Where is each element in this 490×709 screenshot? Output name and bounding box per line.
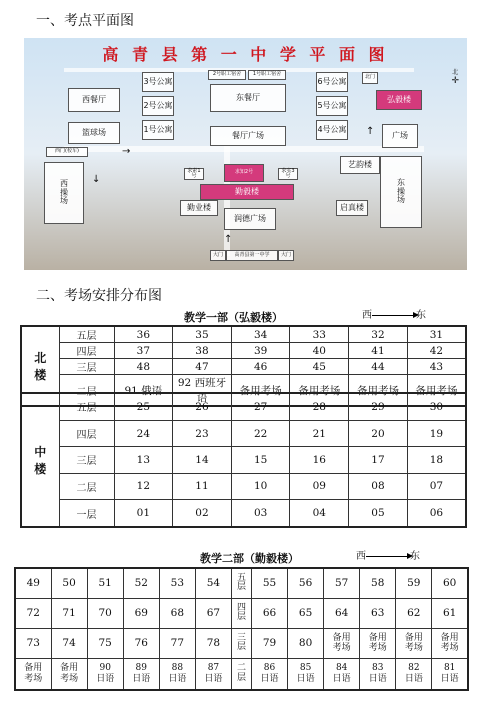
room-cell: 90 日语: [87, 658, 123, 690]
room-cell: 31: [407, 326, 466, 343]
room-cell: 49: [15, 568, 51, 598]
room-cell: 30: [407, 393, 466, 420]
room-cell: 81 日语: [432, 658, 468, 690]
west-field: 西 操 场: [44, 162, 84, 224]
room-cell: 11: [173, 473, 232, 499]
floor-label: 二层: [59, 375, 114, 407]
room-cell: 06: [407, 500, 466, 527]
room-cell: 19: [407, 420, 466, 446]
room-cell: 37: [114, 343, 173, 359]
room-cell: 26: [173, 393, 232, 420]
floor-label: 四层: [59, 420, 114, 446]
room-cell: 82 日语: [396, 658, 432, 690]
room-cell: 75: [87, 628, 123, 658]
qizhen-building: 启真楼: [336, 200, 368, 216]
room-cell: 备用 考场: [51, 658, 87, 690]
main-gate-left: 大门: [210, 250, 226, 261]
west-canteen: 西餐厅: [68, 88, 120, 112]
floor-label: 二 层: [231, 658, 251, 690]
room-cell: 59: [396, 568, 432, 598]
section2-title: 二、考场安排分布图: [36, 288, 162, 304]
staff-dorm-1: 1号职工宿舍: [248, 70, 286, 80]
room-cell: 备用考场: [349, 375, 408, 407]
room-cell: 12: [114, 473, 173, 499]
room-cell: 38: [173, 343, 232, 359]
room-cell: 78: [195, 628, 231, 658]
room-cell: 07: [407, 473, 466, 499]
room-cell: 68: [159, 598, 195, 628]
room-cell: 34: [231, 326, 290, 343]
room-cell: 60: [432, 568, 468, 598]
dorm-5: 5号公寓: [316, 96, 348, 116]
middle-building-label: 中 楼: [21, 393, 59, 527]
floor-label: 二层: [59, 473, 114, 499]
floor-label: 五层: [59, 393, 114, 420]
compass-icon: 北 ✛: [451, 69, 459, 86]
room-cell: 25: [114, 393, 173, 420]
room-cell: 36: [114, 326, 173, 343]
room-cell: 21: [290, 420, 349, 446]
room-cell: 13: [114, 447, 173, 473]
room-cell: 88 日语: [159, 658, 195, 690]
floor-label: 三 层: [231, 628, 251, 658]
room-cell: 备用考场: [231, 375, 290, 407]
room-cell: 27: [231, 393, 290, 420]
west-gate: 西门(校车): [46, 147, 88, 157]
arrow-icon: ↓: [92, 174, 101, 185]
qiyi-building-table: [14, 567, 469, 691]
square: 广场: [382, 124, 418, 148]
room-cell: 52: [123, 568, 159, 598]
room-cell: 55: [251, 568, 287, 598]
room-cell: 39: [231, 343, 290, 359]
section1-title: 一、考点平面图: [36, 13, 134, 29]
floor-label: 四 层: [231, 598, 251, 628]
direction-indicator: 西 东: [356, 551, 420, 562]
staff-dorm-2: 2号职工宿舍: [208, 70, 246, 80]
floor-label: 三层: [59, 359, 114, 375]
room-cell: 83 日语: [360, 658, 396, 690]
room-cell: 92 西班牙语: [173, 375, 232, 407]
room-cell: 77: [159, 628, 195, 658]
map-title: 高 青 县 第 一 中 学 平 面 图: [102, 45, 389, 64]
room-cell: 45: [290, 359, 349, 375]
room-cell: 41: [349, 343, 408, 359]
arrow-icon: ↑: [224, 234, 233, 245]
room-cell: 87 日语: [195, 658, 231, 690]
room-cell: 62: [396, 598, 432, 628]
room-cell: 备用 考场: [360, 628, 396, 658]
room-cell: 74: [51, 628, 87, 658]
room-cell: 63: [360, 598, 396, 628]
gate-name: 高青县第一中学: [226, 250, 278, 261]
room-cell: 85 日语: [288, 658, 324, 690]
room-cell: 备用 考场: [324, 628, 360, 658]
qiyi-building: 勤毅楼: [200, 184, 294, 200]
room-cell: 61: [432, 598, 468, 628]
room-cell: 备用 考场: [396, 628, 432, 658]
room-cell: 66: [251, 598, 287, 628]
room-cell: 80: [288, 628, 324, 658]
runde-square: 润德广场: [224, 208, 276, 230]
east-field: 东 操 场: [380, 156, 422, 228]
room-cell: 53: [159, 568, 195, 598]
room-cell: 03: [231, 500, 290, 527]
room-cell: 86 日语: [251, 658, 287, 690]
arrow-icon: [372, 315, 416, 316]
middle-building-table: [20, 392, 467, 528]
room-cell: 70: [87, 598, 123, 628]
room-cell: 48: [114, 359, 173, 375]
floor-label: 三层: [59, 447, 114, 473]
room-cell: 18: [407, 447, 466, 473]
room-cell: 17: [349, 447, 408, 473]
room-cell: 47: [173, 359, 232, 375]
room-cell: 71: [51, 598, 87, 628]
main-gate-right: 大门: [278, 250, 294, 261]
floor-label: 五层: [59, 326, 114, 343]
room-cell: 76: [123, 628, 159, 658]
room-cell: 46: [231, 359, 290, 375]
room-cell: 08: [349, 473, 408, 499]
dorm-1: 1号公寓: [142, 120, 174, 140]
room-cell: 40: [290, 343, 349, 359]
arrow-icon: ↑: [366, 126, 375, 137]
room-cell: 备用 考场: [432, 628, 468, 658]
room-cell: 79: [251, 628, 287, 658]
room-cell: 02: [173, 500, 232, 527]
north-building-label: 北 楼: [21, 326, 59, 406]
room-cell: 64: [324, 598, 360, 628]
room-cell: 57: [324, 568, 360, 598]
dorm-3: 3号公寓: [142, 72, 174, 92]
building-label: 求知2号: [224, 164, 264, 182]
dorm-4: 4号公寓: [316, 120, 348, 140]
hongyi-building: 弘毅楼: [376, 90, 422, 110]
room-cell: 56: [288, 568, 324, 598]
room-cell: 43: [407, 359, 466, 375]
floor-label: 五 层: [231, 568, 251, 598]
arrow-icon: →: [122, 146, 131, 157]
room-cell: 05: [349, 500, 408, 527]
dorm-6: 6号公寓: [316, 72, 348, 92]
yiyun-building: 艺韵楼: [340, 156, 380, 174]
room-cell: 69: [123, 598, 159, 628]
room-cell: 50: [51, 568, 87, 598]
floor-label: 一层: [59, 500, 114, 527]
room-cell: 24: [114, 420, 173, 446]
room-cell: 备用考场: [290, 375, 349, 407]
room-cell: 32: [349, 326, 408, 343]
room-cell: 04: [290, 500, 349, 527]
room-cell: 01: [114, 500, 173, 527]
room-cell: 72: [15, 598, 51, 628]
room-cell: 51: [87, 568, 123, 598]
room-cell: 89 日语: [123, 658, 159, 690]
room-cell: 73: [15, 628, 51, 658]
part2-title: 教学二部（勤毅楼）: [200, 552, 299, 565]
room-cell: 44: [349, 359, 408, 375]
east-canteen: 东餐厅: [210, 84, 286, 112]
guide-sign-3: 求实3号: [278, 168, 298, 180]
canteen-square: 餐厅广场: [210, 126, 286, 146]
basketball-court: 篮球场: [68, 122, 120, 144]
room-cell: 16: [290, 447, 349, 473]
room-cell: 备用 考场: [15, 658, 51, 690]
campus-map: [24, 38, 467, 270]
room-cell: 15: [231, 447, 290, 473]
qinye-building: 勤业楼: [180, 200, 218, 216]
room-cell: 23: [173, 420, 232, 446]
room-cell: 91 俄语: [114, 375, 173, 407]
north-gate: 北门: [362, 72, 378, 84]
room-cell: 84 日语: [324, 658, 360, 690]
room-cell: 09: [290, 473, 349, 499]
room-cell: 14: [173, 447, 232, 473]
room-cell: 35: [173, 326, 232, 343]
room-cell: 65: [288, 598, 324, 628]
direction-indicator: 西 东: [362, 310, 426, 321]
dorm-2: 2号公寓: [142, 96, 174, 116]
room-cell: 42: [407, 343, 466, 359]
guide-sign-1: 求索1号: [184, 168, 204, 180]
part1-title: 教学一部（弘毅楼）: [184, 311, 283, 324]
room-cell: 33: [290, 326, 349, 343]
floor-label: 四层: [59, 343, 114, 359]
room-cell: 28: [290, 393, 349, 420]
room-cell: 备用考场: [407, 375, 466, 407]
room-cell: 22: [231, 420, 290, 446]
room-cell: 67: [195, 598, 231, 628]
room-cell: 10: [231, 473, 290, 499]
room-cell: 29: [349, 393, 408, 420]
room-cell: 58: [360, 568, 396, 598]
arrow-icon: [366, 556, 410, 557]
room-cell: 54: [195, 568, 231, 598]
room-cell: 20: [349, 420, 408, 446]
